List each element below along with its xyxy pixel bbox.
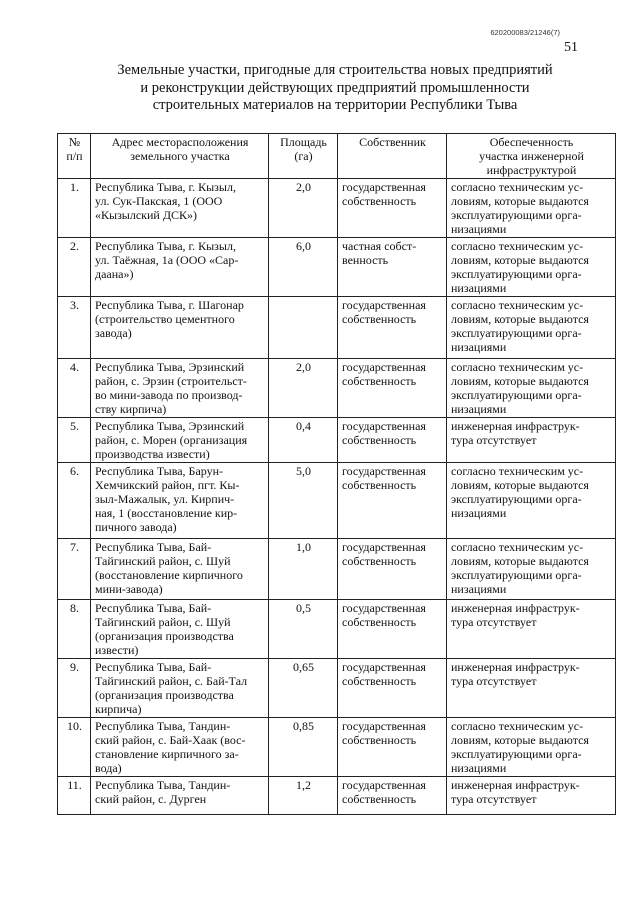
address-line: (организация производства — [95, 629, 234, 643]
infra-line: низациями — [451, 761, 507, 775]
area-cell: 0,85 — [269, 718, 338, 777]
address-line: кирпича) — [95, 702, 142, 716]
table-row — [58, 659, 616, 718]
address-line: район, с. Эрзин (строительст- — [95, 374, 247, 388]
infra-line: ловиям, которые выдаются — [451, 478, 589, 492]
address-line: Тайгинский район, с. Шуй — [95, 615, 231, 629]
address-line: извести) — [95, 643, 139, 657]
owner-line: государственная — [342, 719, 426, 733]
header-infra — [447, 134, 616, 179]
owner-cell — [338, 659, 447, 718]
table-header — [58, 134, 616, 179]
address-line: во мини-завода по производ- — [95, 388, 243, 402]
header-text: п/п — [66, 149, 83, 163]
address-line: мини-завода) — [95, 582, 163, 596]
infra-line: ловиям, которые выдаются — [451, 312, 589, 326]
owner-cell — [338, 539, 447, 600]
table-row — [58, 777, 616, 815]
owner-cell — [338, 297, 447, 359]
table-row — [58, 297, 616, 359]
owner-cell — [338, 418, 447, 463]
owner-line: частная собст- — [342, 239, 417, 253]
owner-line: собственность — [342, 312, 417, 326]
owner-line: собственность — [342, 433, 417, 447]
infra-line: эксплуатирующими орга- — [451, 492, 582, 506]
infra-line: низациями — [451, 506, 507, 520]
infra-cell — [447, 238, 616, 297]
owner-cell — [338, 238, 447, 297]
header-area — [269, 134, 338, 179]
infra-cell — [447, 463, 616, 539]
infra-line: ловиям, которые выдаются — [451, 554, 589, 568]
address-line: зыл-Мажалык, ул. Кирпич- — [95, 492, 235, 506]
infra-cell — [447, 179, 616, 238]
owner-cell — [338, 777, 447, 815]
infra-line: эксплуатирующими орга- — [451, 267, 582, 281]
row-number: 4. — [58, 359, 91, 418]
document-id: 620200083/21246(7) — [490, 28, 560, 37]
infra-line: инженерная инфраструк- — [451, 660, 580, 674]
owner-line: государственная — [342, 419, 426, 433]
address-line: становление кирпичного за- — [95, 747, 239, 761]
address-line: производства извести) — [95, 447, 210, 461]
infra-line: ловиям, которые выдаются — [451, 194, 589, 208]
row-number: 3. — [58, 297, 91, 359]
infra-line: инженерная инфраструк- — [451, 419, 580, 433]
address-line: Республика Тыва, Бай- — [95, 540, 212, 554]
address-cell — [91, 463, 269, 539]
address-cell — [91, 418, 269, 463]
address-line: завода) — [95, 326, 132, 340]
header-num — [58, 134, 91, 179]
land-plots-table — [57, 133, 616, 815]
area-cell: 0,5 — [269, 600, 338, 659]
infra-line: согласно техническим ус- — [451, 540, 584, 554]
infra-line: согласно техническим ус- — [451, 298, 584, 312]
infra-line: низациями — [451, 340, 507, 354]
infra-line: согласно техническим ус- — [451, 360, 584, 374]
row-number: 2. — [58, 238, 91, 297]
infra-line: инженерная инфраструк- — [451, 601, 580, 615]
address-line: (восстановление кирпичного — [95, 568, 243, 582]
header-text: Собственник — [359, 135, 426, 149]
infra-line: эксплуатирующими орга- — [451, 747, 582, 761]
title-line: и реконструкции действующих предприятий промышленности — [140, 79, 530, 96]
owner-line: государственная — [342, 601, 426, 615]
infra-line: тура отсутствует — [451, 433, 537, 447]
owner-line: государственная — [342, 540, 426, 554]
owner-line: собственность — [342, 194, 417, 208]
address-cell — [91, 600, 269, 659]
address-line: ству кирпича) — [95, 402, 167, 416]
infra-cell — [447, 600, 616, 659]
row-number: 11. — [58, 777, 91, 815]
address-cell — [91, 539, 269, 600]
row-number: 1. — [58, 179, 91, 238]
address-line: район, с. Морен (организация — [95, 433, 248, 447]
infra-line: тура отсутствует — [451, 792, 537, 806]
address-line: Республика Тыва, Тандин- — [95, 719, 231, 733]
owner-line: государственная — [342, 778, 426, 792]
infra-line: согласно техническим ус- — [451, 719, 584, 733]
table-row — [58, 179, 616, 238]
infra-line: тура отсутствует — [451, 674, 537, 688]
infra-cell — [447, 659, 616, 718]
area-cell: 1,0 — [269, 539, 338, 600]
address-line: Республика Тыва, Тандин- — [95, 778, 231, 792]
owner-cell — [338, 179, 447, 238]
address-line: (строительство цементного — [95, 312, 235, 326]
address-cell — [91, 238, 269, 297]
owner-line: государственная — [342, 298, 426, 312]
area-cell: 2,0 — [269, 359, 338, 418]
infra-cell — [447, 418, 616, 463]
address-line: даана») — [95, 267, 134, 281]
row-number: 5. — [58, 418, 91, 463]
owner-line: государственная — [342, 180, 426, 194]
address-cell — [91, 359, 269, 418]
table-row — [58, 359, 616, 418]
address-cell — [91, 718, 269, 777]
title-line: Земельные участки, пригодные для строительства новых предприятий — [117, 62, 553, 78]
owner-line: государственная — [342, 464, 426, 478]
address-cell — [91, 179, 269, 238]
infra-line: согласно техническим ус- — [451, 239, 584, 253]
owner-cell — [338, 359, 447, 418]
address-line: ский район, с. Дурген — [95, 792, 207, 806]
address-line: Республика Тыва, Барун- — [95, 464, 224, 478]
row-number: 7. — [58, 539, 91, 600]
owner-line: собственность — [342, 733, 417, 747]
area-cell — [269, 297, 338, 359]
owner-line: собственность — [342, 478, 417, 492]
address-line: Тайгинский район, с. Бай-Тал — [95, 674, 248, 688]
area-cell: 0,65 — [269, 659, 338, 718]
address-line: Хемчикский район, пгт. Кы- — [95, 478, 240, 492]
address-line: ский район, с. Бай-Хаак (вос- — [95, 733, 246, 747]
address-line: Тайгинский район, с. Шуй — [95, 554, 231, 568]
infra-line: эксплуатирующими орга- — [451, 326, 582, 340]
row-number: 10. — [58, 718, 91, 777]
address-line: ная, 1 (восстановление кир- — [95, 506, 238, 520]
owner-line: собственность — [342, 615, 417, 629]
address-cell — [91, 297, 269, 359]
infra-cell — [447, 297, 616, 359]
infra-cell — [447, 718, 616, 777]
infra-line: ловиям, которые выдаются — [451, 374, 589, 388]
header-text: инфраструктурой — [486, 163, 577, 177]
owner-line: собственность — [342, 792, 417, 806]
infra-cell — [447, 359, 616, 418]
address-line: (организация производства — [95, 688, 234, 702]
row-number: 8. — [58, 600, 91, 659]
area-cell: 2,0 — [269, 179, 338, 238]
area-cell: 6,0 — [269, 238, 338, 297]
infra-line: согласно техническим ус- — [451, 464, 584, 478]
header-text: № — [68, 135, 81, 149]
row-number: 6. — [58, 463, 91, 539]
infra-line: низациями — [451, 222, 507, 236]
table-row — [58, 718, 616, 777]
infra-line: эксплуатирующими орга- — [451, 208, 582, 222]
header-text: земельного участка — [130, 149, 230, 163]
owner-line: собственность — [342, 674, 417, 688]
infra-line: низациями — [451, 582, 507, 596]
owner-cell — [338, 463, 447, 539]
table-row — [58, 463, 616, 539]
header-row — [58, 134, 616, 179]
infra-line: ловиям, которые выдаются — [451, 733, 589, 747]
infra-line: эксплуатирующими орга- — [451, 388, 582, 402]
infra-cell — [447, 539, 616, 600]
header-text: участка инженерной — [479, 149, 584, 163]
row-number: 9. — [58, 659, 91, 718]
header-address — [91, 134, 269, 179]
area-cell: 1,2 — [269, 777, 338, 815]
table-row — [58, 539, 616, 600]
address-line: вода) — [95, 761, 122, 775]
page-title — [70, 62, 600, 115]
address-line: Республика Тыва, Бай- — [95, 601, 212, 615]
address-line: Республика Тыва, г. Кызыл, — [95, 239, 236, 253]
infra-line: тура отсутствует — [451, 615, 537, 629]
area-cell: 5,0 — [269, 463, 338, 539]
address-line: Республика Тыва, г. Кызыл, — [95, 180, 236, 194]
address-cell — [91, 777, 269, 815]
address-line: Республика Тыва, г. Шагонар — [95, 298, 244, 312]
address-line: ул. Сук-Пакская, 1 (ООО — [95, 194, 223, 208]
address-line: «Кызылский ДСК») — [95, 208, 198, 222]
infra-line: ловиям, которые выдаются — [451, 253, 589, 267]
address-line: Республика Тыва, Эрзинский — [95, 419, 245, 433]
table-row — [58, 238, 616, 297]
owner-line: государственная — [342, 360, 426, 374]
address-cell — [91, 659, 269, 718]
table-row — [58, 418, 616, 463]
page-number: 51 — [564, 40, 578, 55]
header-text: Адрес месторасположения — [111, 135, 249, 149]
owner-line: собственность — [342, 374, 417, 388]
address-line: Республика Тыва, Эрзинский — [95, 360, 245, 374]
address-line: ул. Таёжная, 1а (ООО «Сар- — [95, 253, 239, 267]
owner-line: государственная — [342, 660, 426, 674]
infra-line: эксплуатирующими орга- — [451, 568, 582, 582]
title-line: строительных материалов на территории Республики Тыва — [152, 97, 518, 113]
address-line: пичного завода) — [95, 520, 177, 534]
table-row — [58, 600, 616, 659]
owner-line: собственность — [342, 554, 417, 568]
header-text: (га) — [294, 149, 313, 163]
owner-line: венность — [342, 253, 389, 267]
header-text: Обеспеченность — [489, 135, 574, 149]
area-cell: 0,4 — [269, 418, 338, 463]
header-owner — [338, 134, 447, 179]
address-line: Республика Тыва, Бай- — [95, 660, 212, 674]
owner-cell — [338, 718, 447, 777]
infra-line: согласно техническим ус- — [451, 180, 584, 194]
infra-line: низациями — [451, 402, 507, 416]
table-body — [58, 179, 616, 815]
owner-cell — [338, 600, 447, 659]
infra-line: инженерная инфраструк- — [451, 778, 580, 792]
header-text: Площадь — [280, 135, 327, 149]
infra-line: низациями — [451, 281, 507, 295]
infra-cell — [447, 777, 616, 815]
